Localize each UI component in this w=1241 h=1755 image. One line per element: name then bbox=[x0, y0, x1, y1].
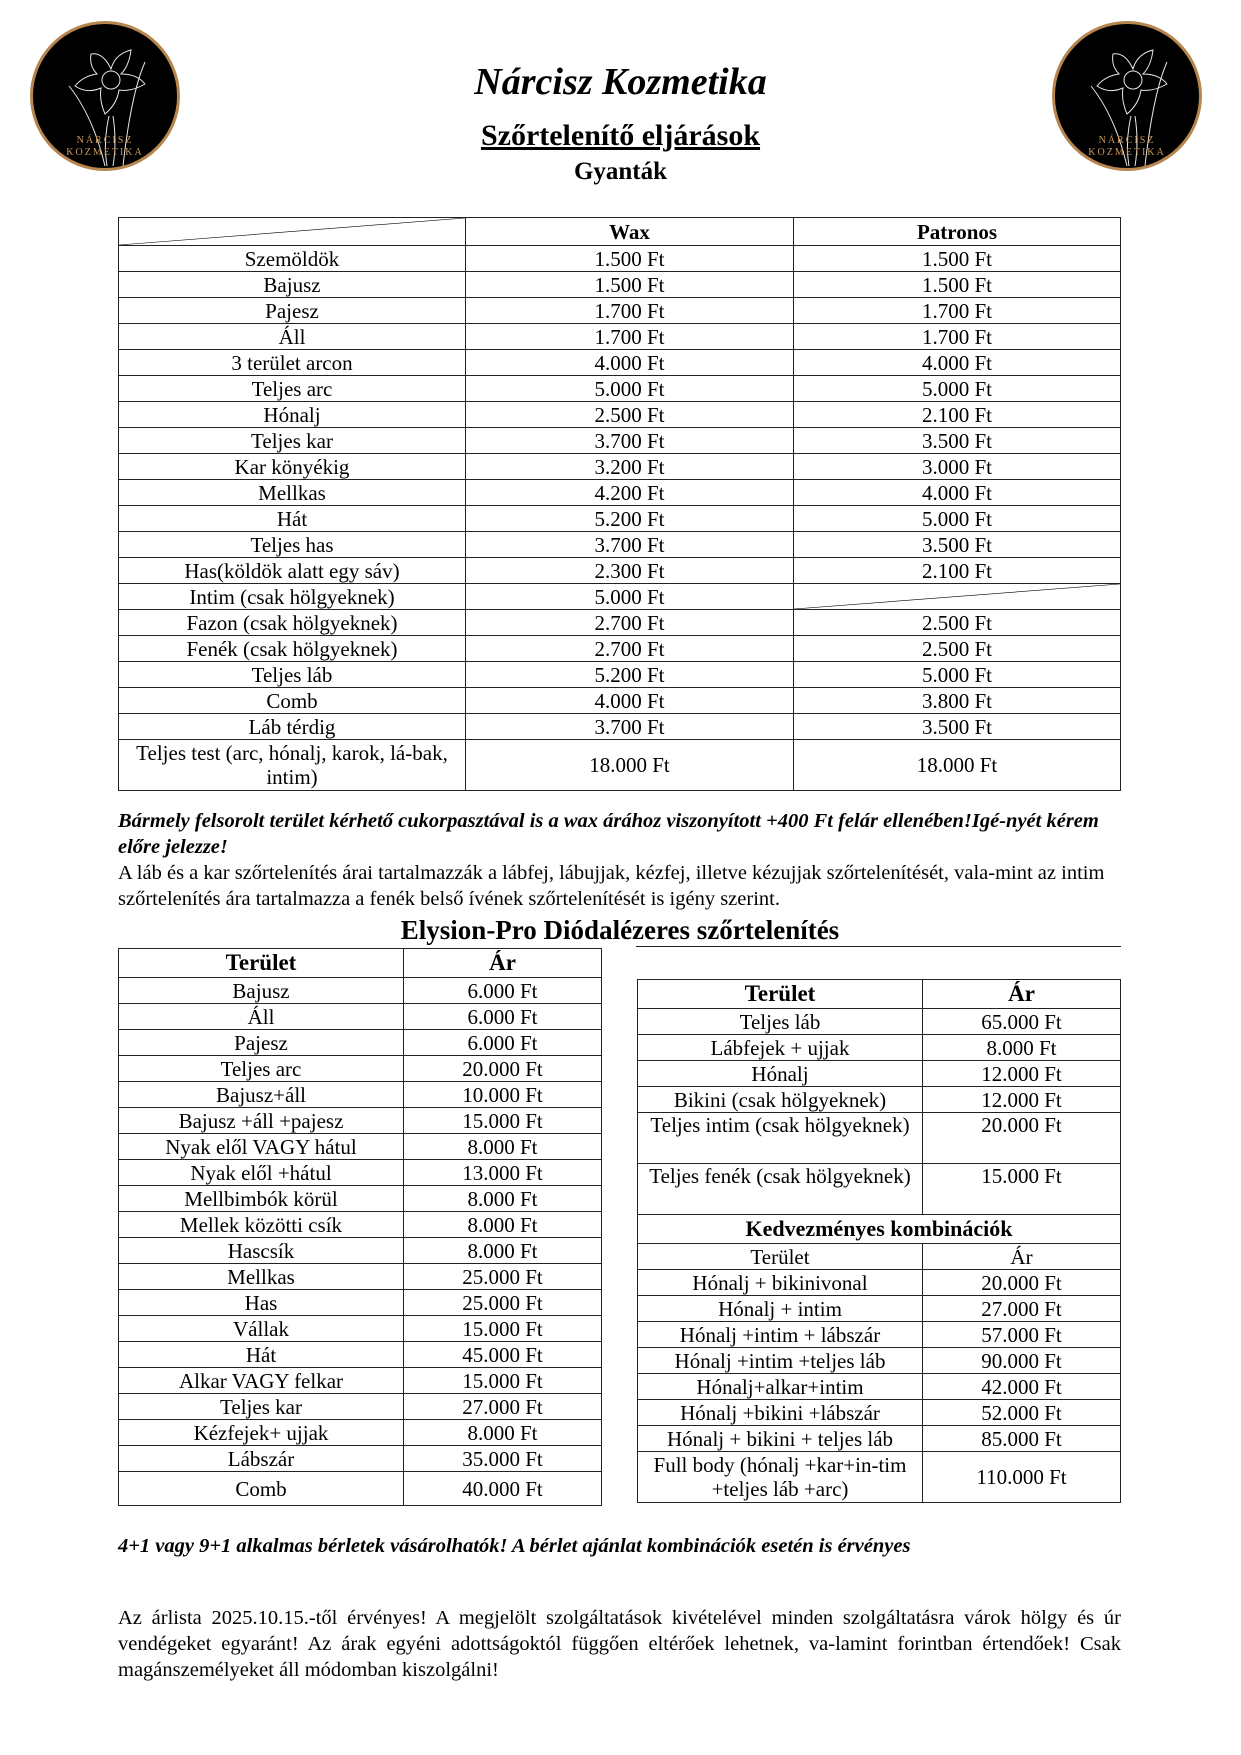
wax-price-cell: 3.700 Ft bbox=[466, 714, 794, 740]
includes-note: A láb és a kar szőrtelenítés árai tartalmazzák a lábfej, lábujjak, kézfej, illetve kézujjak szőrtelenítését, vala-mint az intim szőrtelenítés ára tartalmazza a fenék belső ívének szőrtelenítését is igény szerint. bbox=[118, 862, 1105, 910]
patronos-price-cell: 4.000 Ft bbox=[794, 350, 1121, 376]
area-cell: Teljes kar bbox=[119, 428, 466, 454]
table-row bbox=[638, 1035, 1121, 1061]
table-row bbox=[119, 428, 1121, 454]
page-title: Nárcisz Kozmetika bbox=[474, 61, 767, 103]
patronos-price-cell: 1.700 Ft bbox=[794, 298, 1121, 324]
table-row bbox=[119, 1420, 602, 1446]
patronos-price-cell: 3.000 Ft bbox=[794, 454, 1121, 480]
wax-price-cell: 3.700 Ft bbox=[466, 428, 794, 454]
table-row bbox=[119, 1394, 602, 1420]
wax-price-cell: 2.700 Ft bbox=[466, 610, 794, 636]
area-cell: Teljes láb bbox=[638, 1009, 923, 1035]
area-cell: Comb bbox=[119, 688, 466, 714]
area-cell: Hát bbox=[119, 506, 466, 532]
price-cell: 27.000 Ft bbox=[923, 1296, 1121, 1322]
wax-price-cell: 1.700 Ft bbox=[466, 298, 794, 324]
patronos-price-cell: 2.100 Ft bbox=[794, 558, 1121, 584]
table-row bbox=[119, 1186, 602, 1212]
wax-price-table bbox=[118, 217, 1121, 791]
table-row bbox=[119, 1030, 602, 1056]
area-cell: Áll bbox=[119, 324, 466, 350]
area-cell: Teljes láb bbox=[119, 662, 466, 688]
combo-row bbox=[638, 1322, 1121, 1348]
area-cell: Teljes has bbox=[119, 532, 466, 558]
price-cell: 20.000 Ft bbox=[404, 1056, 602, 1082]
price-cell: 35.000 Ft bbox=[404, 1446, 602, 1472]
patronos-unavailable-cell bbox=[794, 584, 1121, 610]
patronos-price-cell: 3.500 Ft bbox=[794, 714, 1121, 740]
diagonal-line bbox=[794, 584, 1120, 609]
area-cell: Bikini (csak hölgyeknek) bbox=[638, 1087, 923, 1113]
area-cell: Lábfejek + ujjak bbox=[638, 1035, 923, 1061]
area-cell: Hónalj + bikini + teljes láb bbox=[638, 1426, 923, 1452]
price-cell: 65.000 Ft bbox=[923, 1009, 1121, 1035]
table-header-row bbox=[119, 949, 602, 978]
combo-title: Kedvezményes kombinációk bbox=[638, 1215, 1121, 1244]
area-cell: Láb térdig bbox=[119, 714, 466, 740]
pass-offer-note: 4+1 vagy 9+1 alkalmas bérletek vásárolhatók! A bérlet ajánlat kombinációk esetén is érvényes bbox=[118, 1535, 911, 1557]
patronos-price-cell: 2.100 Ft bbox=[794, 402, 1121, 428]
price-cell: 25.000 Ft bbox=[404, 1290, 602, 1316]
area-cell: 3 terület arcon bbox=[119, 350, 466, 376]
price-cell: 6.000 Ft bbox=[404, 1030, 602, 1056]
patronos-price-cell: 5.000 Ft bbox=[794, 376, 1121, 402]
table-row bbox=[638, 1061, 1121, 1087]
combo-row bbox=[638, 1348, 1121, 1374]
header-area: Terület bbox=[638, 980, 923, 1009]
area-cell: Mellkas bbox=[119, 480, 466, 506]
area-cell: Teljes arc bbox=[119, 1056, 404, 1082]
table-row bbox=[119, 978, 602, 1004]
combo-row bbox=[638, 1400, 1121, 1426]
wax-price-cell: 4.200 Ft bbox=[466, 480, 794, 506]
table-row bbox=[119, 1108, 602, 1134]
price-cell: 8.000 Ft bbox=[404, 1186, 602, 1212]
table-row bbox=[119, 1134, 602, 1160]
divider bbox=[636, 946, 1121, 947]
patronos-price-cell: 4.000 Ft bbox=[794, 480, 1121, 506]
price-cell: 8.000 Ft bbox=[404, 1420, 602, 1446]
laser-price-table-left bbox=[118, 948, 602, 1506]
area-cell: Pajesz bbox=[119, 1030, 404, 1056]
price-cell: 10.000 Ft bbox=[404, 1082, 602, 1108]
area-cell: Hónalj +bikini +lábszár bbox=[638, 1400, 923, 1426]
wax-price-cell: 1.700 Ft bbox=[466, 324, 794, 350]
area-cell: Hónalj bbox=[119, 402, 466, 428]
table-row bbox=[119, 1160, 602, 1186]
area-cell: Hónalj bbox=[638, 1061, 923, 1087]
price-cell: 8.000 Ft bbox=[404, 1238, 602, 1264]
price-cell: 45.000 Ft bbox=[404, 1342, 602, 1368]
combo-row bbox=[638, 1296, 1121, 1322]
area-cell: Hát bbox=[119, 1342, 404, 1368]
table-row bbox=[119, 1238, 602, 1264]
logo-text-line1: NÁRCISZ bbox=[1098, 135, 1156, 146]
combo-header-area: Terület bbox=[638, 1244, 923, 1270]
table-row bbox=[119, 740, 1121, 791]
area-cell: Intim (csak hölgyeknek) bbox=[119, 584, 466, 610]
patronos-price-cell: 1.500 Ft bbox=[794, 246, 1121, 272]
patronos-price-cell: 5.000 Ft bbox=[794, 662, 1121, 688]
area-cell: Teljes arc bbox=[119, 376, 466, 402]
combo-row bbox=[638, 1426, 1121, 1452]
table-row bbox=[119, 1446, 602, 1472]
page-subtitle: Szőrtelenítő eljárások bbox=[480, 119, 761, 152]
table-header-row bbox=[638, 980, 1121, 1009]
header-price: Ár bbox=[404, 949, 602, 978]
table-row bbox=[119, 506, 1121, 532]
price-cell: 12.000 Ft bbox=[923, 1087, 1121, 1113]
patronos-price-cell: 5.000 Ft bbox=[794, 506, 1121, 532]
table-row bbox=[119, 532, 1121, 558]
price-cell: 15.000 Ft bbox=[404, 1316, 602, 1342]
table-row bbox=[119, 376, 1121, 402]
sugar-paste-note: Bármely felsorolt terület kérhető cukorpasztával is a wax árához viszonyított +400 Ft felár ellenében!Igé-nyét kérem előre jelezze! bbox=[118, 810, 1099, 858]
table-row bbox=[119, 1316, 602, 1342]
footer-note: Az árlista 2025.10.15.-től érvényes! A megjelölt szolgáltatások kivételével minden szolgáltatásra várok hölgy és úr vendégeket egyaránt! Az árak egyéni adottságoktól függően eltérőek lehetnek, va-lamint forintban értendőek! Csak magánszemélyeket áll módomban kiszolgálni! bbox=[118, 1607, 1121, 1681]
wax-price-cell: 4.000 Ft bbox=[466, 688, 794, 714]
wax-price-cell: 18.000 Ft bbox=[466, 740, 794, 791]
area-cell: Pajesz bbox=[119, 298, 466, 324]
table-row bbox=[119, 584, 1121, 610]
table-row bbox=[119, 688, 1121, 714]
table-row bbox=[119, 454, 1121, 480]
price-cell: 15.000 Ft bbox=[404, 1368, 602, 1394]
table-row bbox=[638, 1164, 1121, 1215]
area-cell: Mellkas bbox=[119, 1264, 404, 1290]
area-cell: Has bbox=[119, 1290, 404, 1316]
area-cell: Nyak elől +hátul bbox=[119, 1160, 404, 1186]
area-cell: Comb bbox=[119, 1472, 404, 1506]
patronos-price-cell: 3.800 Ft bbox=[794, 688, 1121, 714]
area-cell: Teljes intim (csak hölgyeknek) bbox=[638, 1113, 923, 1164]
header-wax: Wax bbox=[466, 218, 794, 246]
price-cell: 20.000 Ft bbox=[923, 1113, 1121, 1164]
price-cell: 15.000 Ft bbox=[923, 1164, 1121, 1215]
table-row bbox=[119, 558, 1121, 584]
price-cell: 110.000 Ft bbox=[923, 1452, 1121, 1503]
area-cell: Hónalj + bikinivonal bbox=[638, 1270, 923, 1296]
table-row bbox=[119, 610, 1121, 636]
area-cell: Hascsík bbox=[119, 1238, 404, 1264]
area-cell: Áll bbox=[119, 1004, 404, 1030]
table-row bbox=[119, 350, 1121, 376]
price-cell: 8.000 Ft bbox=[923, 1035, 1121, 1061]
area-cell: Szemöldök bbox=[119, 246, 466, 272]
area-cell: Kézfejek+ ujjak bbox=[119, 1420, 404, 1446]
area-cell: Teljes fenék (csak hölgyeknek) bbox=[638, 1164, 923, 1215]
price-cell: 52.000 Ft bbox=[923, 1400, 1121, 1426]
price-cell: 6.000 Ft bbox=[404, 978, 602, 1004]
area-cell: Hónalj+alkar+intim bbox=[638, 1374, 923, 1400]
table-row bbox=[119, 1212, 602, 1238]
area-cell: Bajusz bbox=[119, 272, 466, 298]
area-cell: Hónalj +intim +teljes láb bbox=[638, 1348, 923, 1374]
table-row bbox=[119, 1290, 602, 1316]
price-cell: 57.000 Ft bbox=[923, 1322, 1121, 1348]
table-row bbox=[119, 1056, 602, 1082]
wax-price-cell: 2.300 Ft bbox=[466, 558, 794, 584]
price-cell: 27.000 Ft bbox=[404, 1394, 602, 1420]
logo-text-line2: KOZMETIKA bbox=[1088, 147, 1166, 158]
area-cell: Nyak elől VAGY hátul bbox=[119, 1134, 404, 1160]
area-cell: Hónalj +intim + lábszár bbox=[638, 1322, 923, 1348]
logo-text-line1: NÁRCISZ bbox=[76, 135, 134, 146]
wax-price-cell: 2.700 Ft bbox=[466, 636, 794, 662]
combo-title-row bbox=[638, 1215, 1121, 1244]
table-row bbox=[119, 1264, 602, 1290]
table-row bbox=[119, 1004, 602, 1030]
table-row bbox=[119, 298, 1121, 324]
combo-row bbox=[638, 1270, 1121, 1296]
area-cell: Bajusz bbox=[119, 978, 404, 1004]
section-heading-laser: Elysion-Pro Diódalézeres szőrtelenítés bbox=[400, 915, 840, 945]
price-cell: 42.000 Ft bbox=[923, 1374, 1121, 1400]
price-cell: 12.000 Ft bbox=[923, 1061, 1121, 1087]
wax-price-cell: 4.000 Ft bbox=[466, 350, 794, 376]
price-cell: 40.000 Ft bbox=[404, 1472, 602, 1506]
header-area: Terület bbox=[119, 949, 404, 978]
area-cell: Teljes test (arc, hónalj, karok, lá-bak, intim) bbox=[119, 740, 466, 791]
table-row bbox=[119, 1342, 602, 1368]
area-cell: Full body (hónalj +kar+in-tim +teljes láb +arc) bbox=[638, 1452, 923, 1503]
patronos-price-cell: 2.500 Ft bbox=[794, 610, 1121, 636]
area-cell: Fenék (csak hölgyeknek) bbox=[119, 636, 466, 662]
section-heading-wax: Gyanták bbox=[573, 158, 668, 185]
header-price: Ár bbox=[923, 980, 1121, 1009]
price-cell: 8.000 Ft bbox=[404, 1212, 602, 1238]
wax-price-cell: 5.000 Ft bbox=[466, 376, 794, 402]
area-cell: Vállak bbox=[119, 1316, 404, 1342]
table-row bbox=[119, 480, 1121, 506]
area-cell: Bajusz+áll bbox=[119, 1082, 404, 1108]
table-row bbox=[119, 1082, 602, 1108]
wax-price-cell: 3.200 Ft bbox=[466, 454, 794, 480]
combo-row bbox=[638, 1452, 1121, 1503]
patronos-price-cell: 1.700 Ft bbox=[794, 324, 1121, 350]
table-row bbox=[119, 272, 1121, 298]
combo-header-price: Ár bbox=[923, 1244, 1121, 1270]
patronos-price-cell: 18.000 Ft bbox=[794, 740, 1121, 791]
table-header-row bbox=[119, 218, 1121, 246]
wax-price-cell: 1.500 Ft bbox=[466, 246, 794, 272]
area-cell: Has(köldök alatt egy sáv) bbox=[119, 558, 466, 584]
area-cell: Mellek közötti csík bbox=[119, 1212, 404, 1238]
table-row bbox=[119, 662, 1121, 688]
area-cell: Teljes kar bbox=[119, 1394, 404, 1420]
price-cell: 20.000 Ft bbox=[923, 1270, 1121, 1296]
table-row bbox=[119, 246, 1121, 272]
price-cell: 90.000 Ft bbox=[923, 1348, 1121, 1374]
table-row bbox=[638, 1087, 1121, 1113]
area-cell: Mellbimbók körül bbox=[119, 1186, 404, 1212]
table-row bbox=[638, 1113, 1121, 1164]
wax-price-cell: 5.200 Ft bbox=[466, 506, 794, 532]
wax-price-cell: 1.500 Ft bbox=[466, 272, 794, 298]
combo-row bbox=[638, 1374, 1121, 1400]
table-row bbox=[638, 1009, 1121, 1035]
area-cell: Fazon (csak hölgyeknek) bbox=[119, 610, 466, 636]
area-cell: Bajusz +áll +pajesz bbox=[119, 1108, 404, 1134]
combo-header-row bbox=[638, 1244, 1121, 1270]
price-cell: 15.000 Ft bbox=[404, 1108, 602, 1134]
logo-text-line2: KOZMETIKA bbox=[66, 147, 144, 158]
price-cell: 6.000 Ft bbox=[404, 1004, 602, 1030]
table-row bbox=[119, 1472, 602, 1506]
price-cell: 85.000 Ft bbox=[923, 1426, 1121, 1452]
wax-price-cell: 2.500 Ft bbox=[466, 402, 794, 428]
patronos-price-cell: 3.500 Ft bbox=[794, 428, 1121, 454]
table-row bbox=[119, 714, 1121, 740]
table-row bbox=[119, 636, 1121, 662]
price-cell: 13.000 Ft bbox=[404, 1160, 602, 1186]
wax-price-cell: 5.200 Ft bbox=[466, 662, 794, 688]
table-row bbox=[119, 402, 1121, 428]
wax-price-cell: 3.700 Ft bbox=[466, 532, 794, 558]
header-patronos: Patronos bbox=[794, 218, 1121, 246]
laser-price-table-right bbox=[637, 979, 1121, 1503]
patronos-price-cell: 1.500 Ft bbox=[794, 272, 1121, 298]
price-cell: 8.000 Ft bbox=[404, 1134, 602, 1160]
area-cell: Lábszár bbox=[119, 1446, 404, 1472]
area-cell: Kar könyékig bbox=[119, 454, 466, 480]
table-row bbox=[119, 324, 1121, 350]
wax-price-cell: 5.000 Ft bbox=[466, 584, 794, 610]
header-empty-cell bbox=[119, 218, 466, 246]
area-cell: Hónalj + intim bbox=[638, 1296, 923, 1322]
area-cell: Alkar VAGY felkar bbox=[119, 1368, 404, 1394]
table-row bbox=[119, 1368, 602, 1394]
price-cell: 25.000 Ft bbox=[404, 1264, 602, 1290]
diagonal-line bbox=[119, 218, 465, 245]
patronos-price-cell: 2.500 Ft bbox=[794, 636, 1121, 662]
patronos-price-cell: 3.500 Ft bbox=[794, 532, 1121, 558]
